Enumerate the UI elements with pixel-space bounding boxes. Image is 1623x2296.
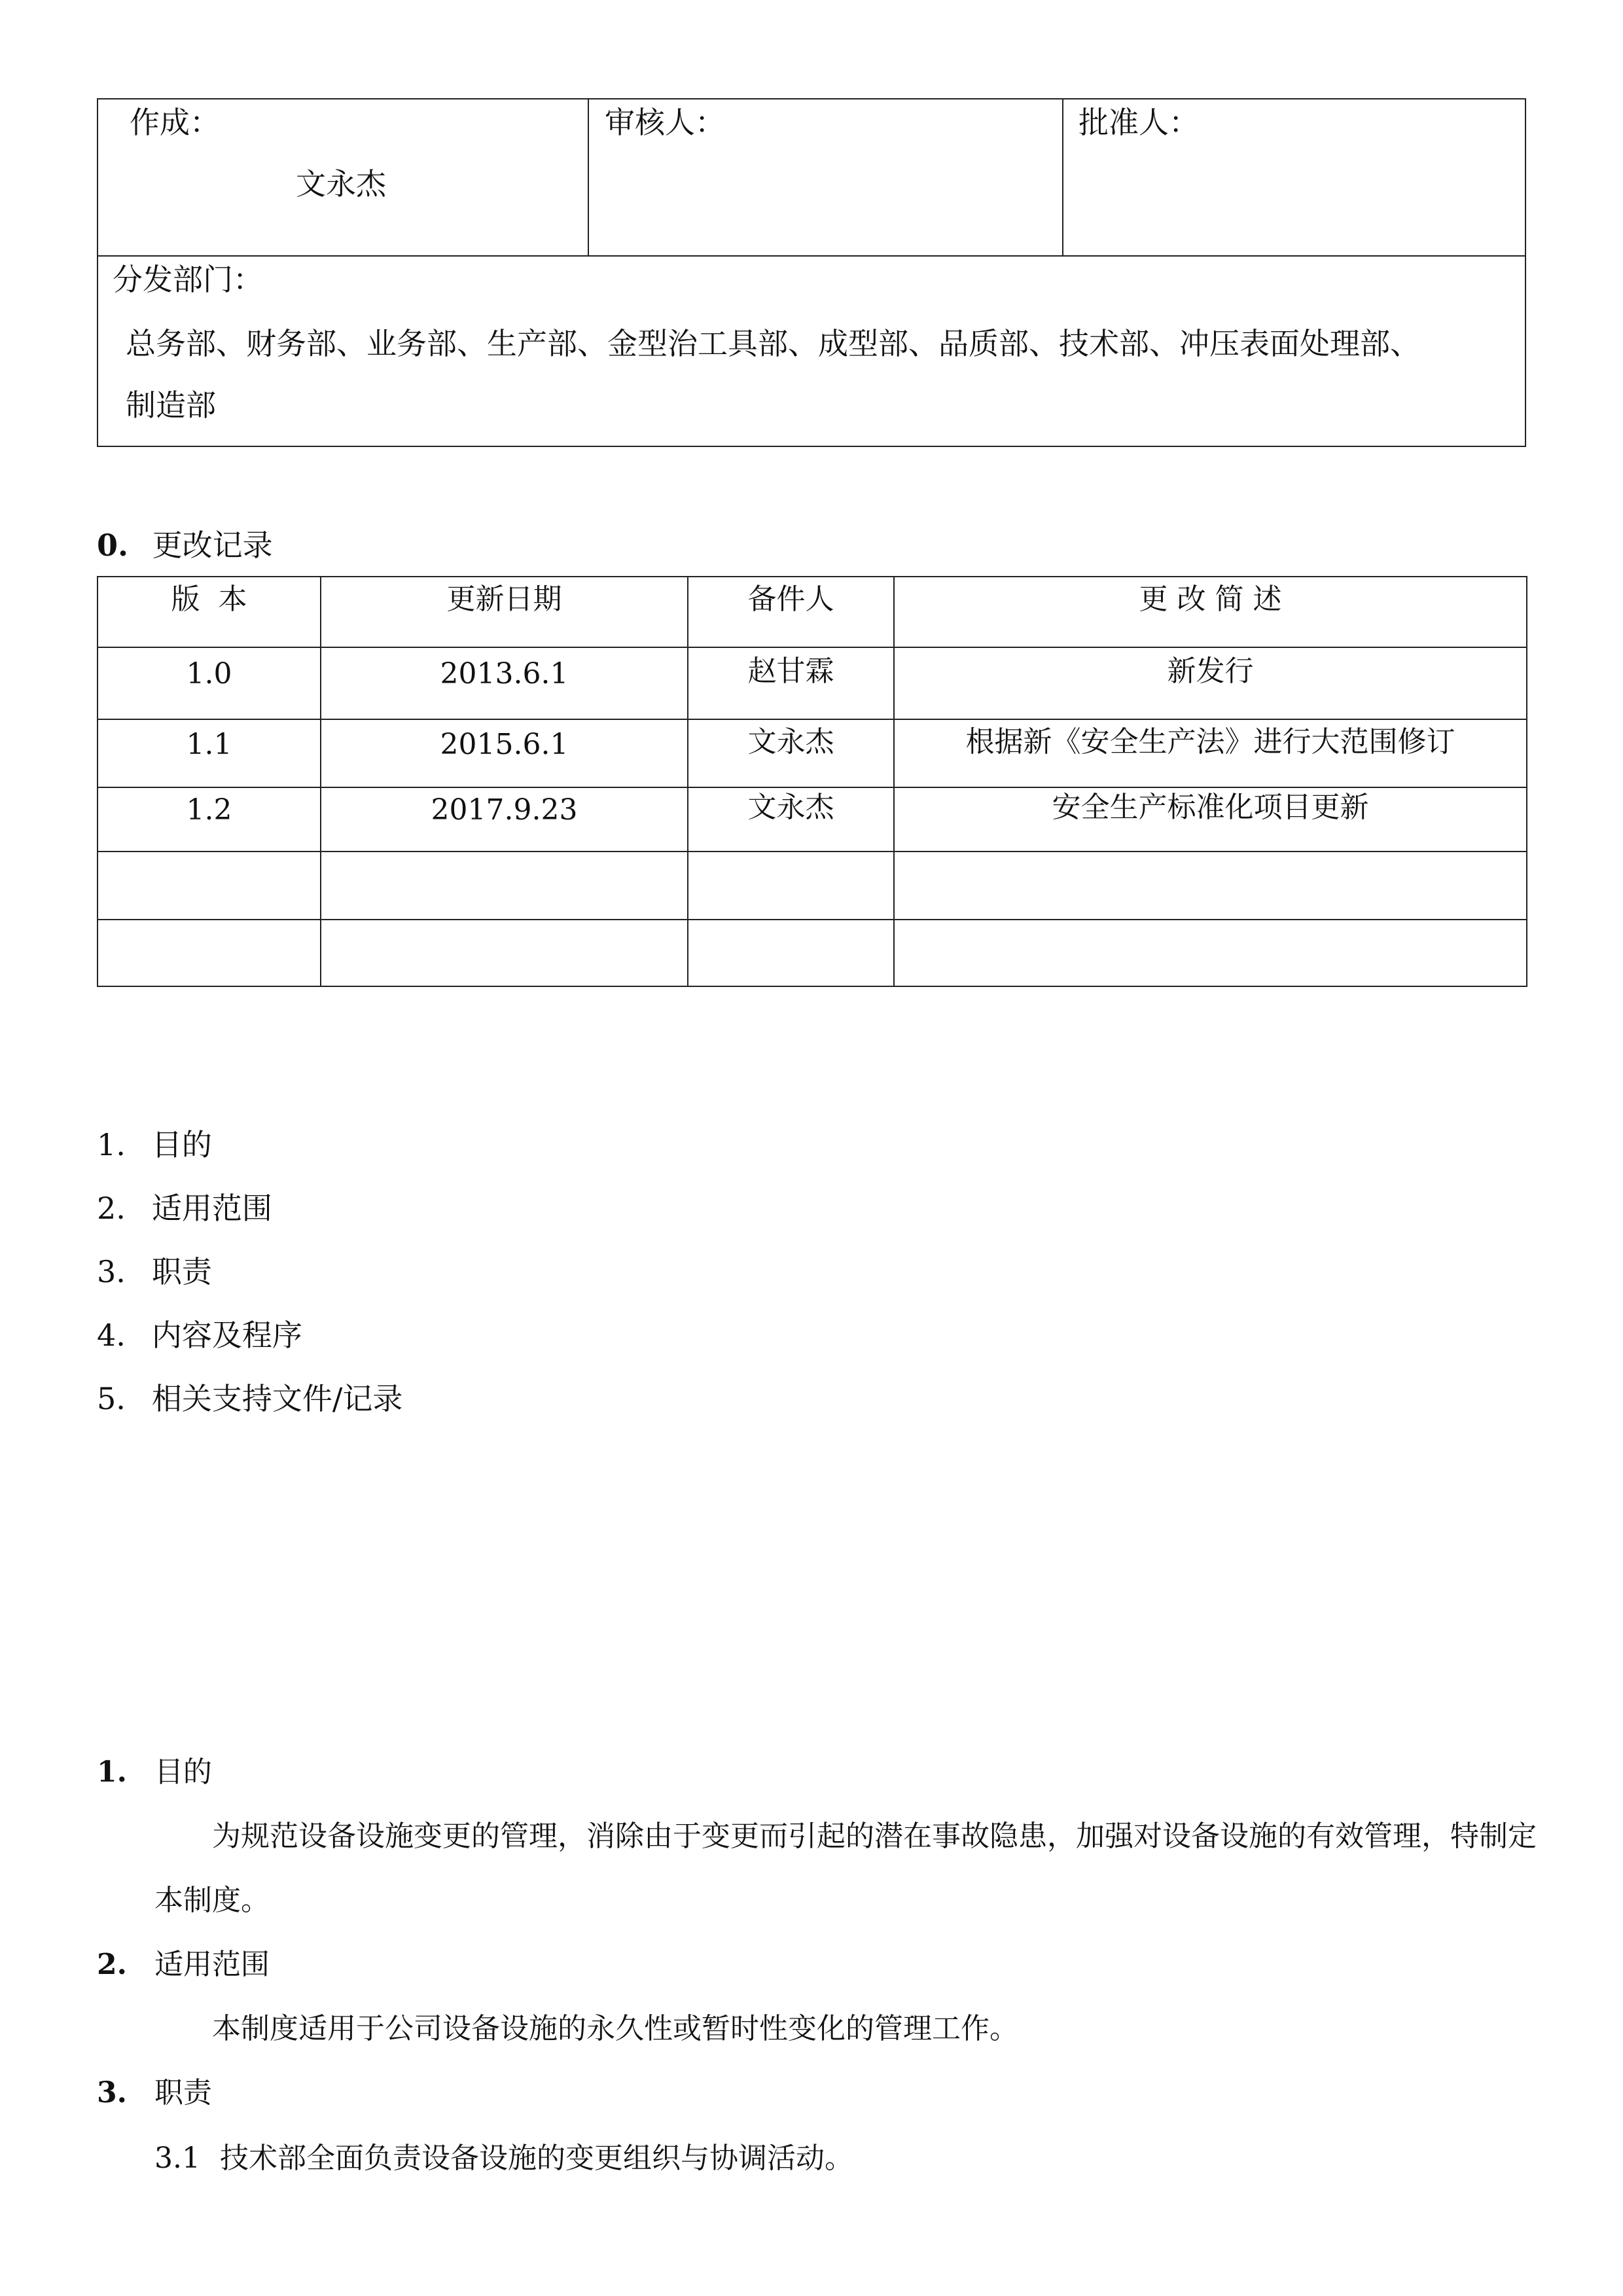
- table-cell-date: 2013.6.1: [440, 657, 569, 691]
- approval-col-divider-1: [588, 98, 589, 256]
- toc-item: [97, 1380, 402, 1418]
- change-log-col-line: [893, 576, 895, 987]
- section-number: 3.: [97, 2076, 127, 2109]
- change-log-row-line: [97, 787, 1527, 788]
- change-log-table: [97, 576, 1527, 987]
- change-log-row-line: [97, 719, 1527, 720]
- change-log-number: 0.: [97, 528, 129, 563]
- table-cell-person: 赵甘霖: [747, 655, 834, 688]
- table-cell-summary: 根据新《安全生产法》进行大范围修订: [965, 725, 1455, 759]
- section-2-heading: [97, 1946, 270, 1983]
- toc-item-number: 3.: [97, 1254, 126, 1289]
- toc-item-label: 职责: [151, 1254, 212, 1289]
- change-log-header-summary: 更 改 简 述: [1139, 583, 1282, 616]
- author-name: 文永杰: [296, 166, 386, 202]
- table-cell-person: 文永杰: [747, 791, 834, 824]
- distribution-departments-line2: 制造部: [126, 387, 216, 423]
- change-log-row-line: [97, 851, 1527, 852]
- approver-label: 批准人：: [1079, 105, 1199, 140]
- change-log-col-line: [320, 576, 321, 987]
- distribution-departments-line1: 总务部、财务部、业务部、生产部、金型治工具部、成型部、品质部、技术部、冲压表面处理部、: [126, 326, 1420, 361]
- table-cell-summary: 安全生产标准化项目更新: [1052, 791, 1369, 824]
- section-2-paragraph: 本制度适用于公司设备设施的永久性或暂时性变化的管理工作。: [212, 2012, 1018, 2045]
- table-cell-version: 1.1: [186, 728, 232, 761]
- change-log-header-date: 更新日期: [446, 583, 562, 616]
- approval-table-divider: [97, 255, 1526, 257]
- table-cell-version: 1.0: [186, 657, 232, 691]
- table-cell-date: 2015.6.1: [440, 728, 569, 761]
- approval-table: [97, 98, 1526, 447]
- section-item-text: 技术部全面负责设备设施的变更组织与协调活动。: [219, 2142, 853, 2175]
- toc-item-number: 4.: [97, 1318, 126, 1353]
- toc-item: [97, 1126, 212, 1164]
- section-title: 适用范围: [154, 1948, 270, 1981]
- reviewer-label: 审核人：: [605, 105, 725, 140]
- section-1-paragraph-line2: 本制度。: [154, 1884, 270, 1917]
- section-3-heading: [97, 2075, 212, 2111]
- toc-item-number: 5.: [97, 1381, 126, 1416]
- table-cell-date: 2017.9.23: [431, 793, 578, 827]
- toc-item-number: 2.: [97, 1191, 126, 1226]
- section-title: 目的: [154, 1755, 212, 1789]
- toc-item-label: 内容及程序: [151, 1318, 302, 1353]
- toc-item: [97, 1189, 272, 1227]
- change-log-header-person: 备件人: [747, 583, 834, 616]
- toc-item-number: 1.: [97, 1127, 126, 1162]
- distribution-label: 分发部门：: [113, 262, 263, 297]
- section-title: 职责: [154, 2076, 212, 2109]
- change-log-row-line: [97, 919, 1527, 920]
- section-3-item: [154, 2140, 853, 2177]
- change-log-header-version: 版 本: [171, 583, 247, 616]
- change-log-title: 更改记录: [152, 528, 273, 563]
- table-cell-person: 文永杰: [747, 725, 834, 759]
- section-number: 2.: [97, 1948, 127, 1981]
- toc-item-label: 目的: [151, 1127, 212, 1162]
- toc-item-label: 相关支持文件/记录: [151, 1381, 403, 1416]
- table-cell-version: 1.2: [186, 793, 232, 827]
- toc-item: [97, 1316, 302, 1354]
- change-log-row-line: [97, 647, 1527, 648]
- change-log-heading: [97, 526, 273, 564]
- change-log-col-line: [687, 576, 688, 987]
- author-label: 作成：: [130, 105, 220, 140]
- section-1-heading: [97, 1754, 212, 1791]
- section-item-number: 3.1: [154, 2142, 200, 2175]
- section-number: 1.: [97, 1755, 127, 1789]
- table-cell-summary: 新发行: [1167, 655, 1254, 688]
- toc-item-label: 适用范围: [151, 1191, 272, 1226]
- approval-col-divider-2: [1062, 98, 1063, 256]
- toc-item: [97, 1253, 212, 1291]
- section-1-paragraph-line1: 为规范设备设施变更的管理，消除由于变更而引起的潜在事故隐患，加强对设备设施的有效管理，特制定: [212, 1820, 1537, 1853]
